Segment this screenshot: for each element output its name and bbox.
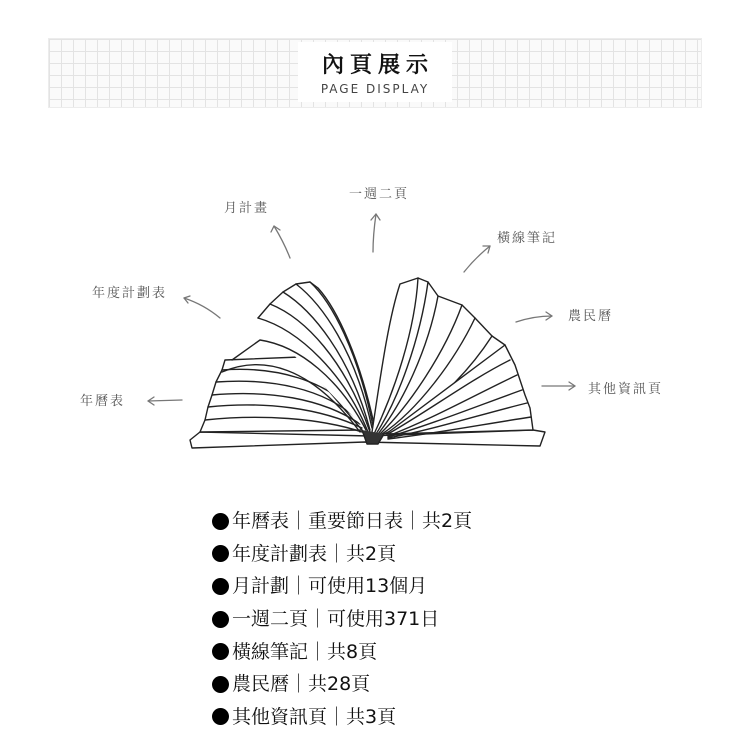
label-lined: 橫線筆記 (497, 231, 558, 246)
list-item: 年度計劃表｜共2頁 (212, 538, 632, 571)
arrow-monthly (274, 226, 290, 258)
list-item: 年曆表｜重要節日表｜共2頁 (212, 505, 632, 538)
page-subtitle: PAGE DISPLAY (320, 82, 430, 96)
bullet-icon (212, 578, 229, 595)
bullet-icon (212, 676, 229, 693)
label-weekly: 一週二頁 (349, 187, 410, 202)
label-lunar: 農民曆 (568, 309, 614, 324)
list-item: 月計劃｜可使用13個月 (212, 570, 632, 603)
arrow-weekly (373, 214, 376, 252)
label-calendar: 年曆表 (80, 394, 126, 409)
label-monthly: 月計畫 (224, 201, 270, 216)
contents-list (212, 505, 632, 733)
label-yearly-plan: 年度計劃表 (92, 286, 168, 301)
list-item: 橫線筆記｜共8頁 (212, 635, 632, 668)
arrow-yearly-plan (184, 298, 220, 318)
bullet-icon (212, 708, 229, 725)
page-title: 內頁展示 (321, 53, 434, 78)
bullet-icon (212, 513, 229, 530)
bullet-icon (212, 611, 229, 628)
bullet-icon (212, 545, 229, 562)
list-item: 其他資訊頁｜共3頁 (212, 701, 632, 734)
arrow-calendar (148, 400, 182, 401)
label-info: 其他資訊頁 (588, 382, 664, 397)
list-item: 一週二頁｜可使用371日 (212, 603, 632, 636)
bullet-icon (212, 643, 229, 660)
arrow-lined (464, 246, 490, 272)
list-item: 農民曆｜共28頁 (212, 668, 632, 701)
